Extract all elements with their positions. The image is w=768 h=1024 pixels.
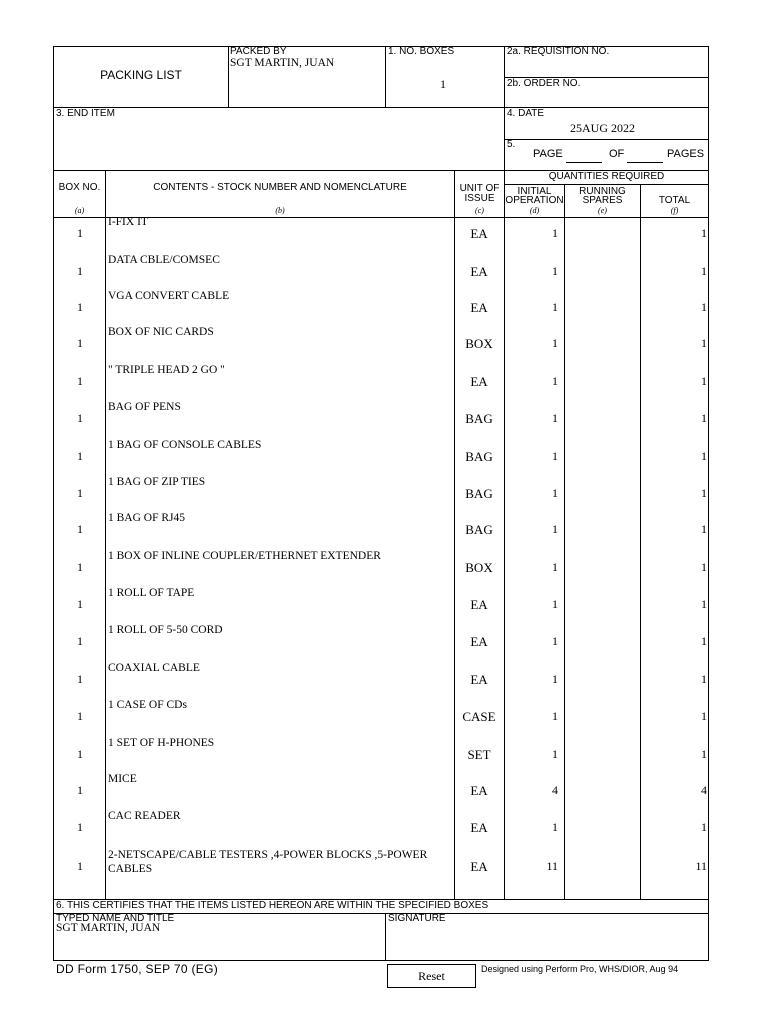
total-cell[interactable]: 1 <box>701 522 707 536</box>
box-no-cell[interactable]: 1 <box>77 820 83 834</box>
col-contents-header: CONTENTS - STOCK NUMBER AND NOMENCLATURE <box>153 182 407 193</box>
initial-cell[interactable]: 1 <box>552 560 558 574</box>
col-initial-sub: (d) <box>529 206 540 215</box>
unit-cell[interactable]: BAG <box>465 411 493 426</box>
signature-field[interactable] <box>387 925 707 959</box>
contents-cell[interactable]: VGA CONVERT CABLE <box>108 290 230 302</box>
pages-word: PAGES <box>667 148 705 160</box>
box-no-cell[interactable]: 1 <box>77 709 83 723</box>
table-row <box>54 256 708 293</box>
contents-cell[interactable]: 1 ROLL OF TAPE <box>108 587 195 599</box>
unit-cell[interactable]: EA <box>470 300 488 315</box>
box-no-cell[interactable]: 1 <box>77 486 83 500</box>
total-cell[interactable]: 1 <box>701 449 707 463</box>
contents-cell[interactable]: 1 ROLL OF 5-50 CORD <box>108 624 223 636</box>
contents-cell[interactable]: 1 SET OF H-PHONES <box>108 737 215 749</box>
col-running-header-line2: SPARES <box>582 195 623 206</box>
total-cell[interactable]: 11 <box>695 859 707 873</box>
typed-name-label: TYPED NAME AND TITLE <box>56 913 175 924</box>
table-row <box>54 851 708 888</box>
unit-cell[interactable]: BAG <box>465 486 493 501</box>
table-row <box>54 292 708 329</box>
contents-cell[interactable]: 1 BOX OF INLINE COUPLER/ETHERNET EXTENDER <box>108 550 381 562</box>
initial-cell[interactable]: 1 <box>552 374 558 388</box>
total-cell[interactable]: 1 <box>701 597 707 611</box>
col-running-sub: (e) <box>598 206 607 215</box>
initial-cell[interactable]: 1 <box>552 449 558 463</box>
initial-cell[interactable]: 4 <box>552 783 558 797</box>
form-title: PACKING LIST <box>100 68 182 82</box>
contents-cell[interactable]: MICE <box>108 773 137 785</box>
unit-cell[interactable]: EA <box>470 672 488 687</box>
initial-cell[interactable]: 1 <box>552 336 558 350</box>
box-no-cell[interactable]: 1 <box>77 859 83 873</box>
order-no-label: 2b. ORDER NO. <box>507 78 581 89</box>
box-no-cell[interactable]: 1 <box>77 597 83 611</box>
quantities-required-header: QUANTITIES REQUIRED <box>548 171 665 182</box>
box-no-cell[interactable]: 1 <box>77 449 83 463</box>
initial-cell[interactable]: 1 <box>552 820 558 834</box>
initial-cell[interactable]: 1 <box>552 226 558 240</box>
col-unit-header-line1: UNIT OF <box>459 183 500 194</box>
page-field[interactable] <box>566 150 602 163</box>
packed-by-label: PACKED BY <box>230 46 287 57</box>
initial-cell[interactable]: 1 <box>552 747 558 761</box>
box-no-cell[interactable]: 1 <box>77 374 83 388</box>
page-word: PAGE <box>533 148 563 160</box>
contents-cell[interactable]: DATA CBLE/COMSEC <box>108 254 220 266</box>
contents-cell[interactable]: CAC READER <box>108 810 181 822</box>
col-contents-sub: (b) <box>275 206 285 215</box>
date-label: 4. DATE <box>507 108 545 119</box>
table-row <box>54 589 708 626</box>
no-boxes-label: 1. NO. BOXES <box>388 46 455 57</box>
initial-cell[interactable]: 1 <box>552 597 558 611</box>
table-row <box>54 552 708 589</box>
table-row <box>54 701 708 738</box>
unit-cell[interactable]: EA <box>470 374 488 389</box>
initial-cell[interactable]: 1 <box>552 264 558 278</box>
box-no-cell[interactable]: 1 <box>77 336 83 350</box>
table-row <box>54 626 708 663</box>
typed-name-field[interactable]: SGT MARTIN, JUAN <box>56 922 161 934</box>
reset-button[interactable]: Reset <box>387 964 476 988</box>
box-no-cell[interactable]: 1 <box>77 300 83 314</box>
unit-cell[interactable]: EA <box>470 264 488 279</box>
box-no-cell[interactable]: 1 <box>77 226 83 240</box>
form-id: DD Form 1750, SEP 70 (EG) <box>56 962 218 976</box>
total-cell[interactable]: 1 <box>701 486 707 500</box>
unit-cell[interactable]: EA <box>470 859 488 874</box>
end-item-field[interactable] <box>54 120 503 169</box>
contents-cell[interactable]: BAG OF PENS <box>108 401 181 413</box>
unit-cell[interactable]: BAG <box>465 522 493 537</box>
box-no-cell[interactable]: 1 <box>77 747 83 761</box>
table-row <box>54 812 708 849</box>
initial-cell[interactable]: 1 <box>552 634 558 648</box>
total-cell[interactable]: 1 <box>701 226 707 240</box>
box-no-cell[interactable]: 1 <box>77 264 83 278</box>
table-row <box>54 514 708 551</box>
table-row <box>54 403 708 440</box>
unit-cell[interactable]: EA <box>470 634 488 649</box>
col-total-sub: (f) <box>670 206 679 215</box>
total-cell[interactable]: 1 <box>701 374 707 388</box>
contents-cell[interactable]: 2-NETSCAPE/CABLE TESTERS ,4-POWER BLOCKS ,5-POWER CABLES <box>108 849 428 875</box>
unit-cell[interactable]: EA <box>470 597 488 612</box>
col-total-header: TOTAL <box>658 195 691 206</box>
packed-by-field[interactable]: SGT MARTIN, JUAN <box>230 57 335 69</box>
contents-cell[interactable]: COAXIAL CABLE <box>108 662 200 674</box>
box-no-cell[interactable]: 1 <box>77 522 83 536</box>
col-initial-header-line1: INITIAL <box>517 186 552 197</box>
table-row <box>54 739 708 776</box>
initial-cell[interactable]: 1 <box>552 300 558 314</box>
table-row <box>54 664 708 701</box>
total-cell[interactable]: 1 <box>701 820 707 834</box>
date-field[interactable]: 25AUG 2022 <box>570 121 635 135</box>
requisition-no-label: 2a. REQUISITION NO. <box>507 46 610 57</box>
unit-cell[interactable]: EA <box>470 820 488 835</box>
order-no-field[interactable] <box>505 89 707 106</box>
total-cell[interactable]: 1 <box>701 300 707 314</box>
total-cell[interactable]: 1 <box>701 560 707 574</box>
col-unit-sub: (c) <box>475 206 484 215</box>
box-no-cell[interactable]: 1 <box>77 634 83 648</box>
contents-cell[interactable]: 1 BAG OF RJ45 <box>108 512 186 524</box>
initial-cell[interactable]: 1 <box>552 522 558 536</box>
table-row <box>54 775 708 812</box>
total-cell[interactable]: 1 <box>701 747 707 761</box>
contents-cell[interactable]: 1 BAG OF CONSOLE CABLES <box>108 439 262 451</box>
unit-cell[interactable]: SET <box>467 747 491 762</box>
contents-cell[interactable]: BOX OF NIC CARDS <box>108 326 214 338</box>
contents-cell[interactable]: 1 CASE OF CDs <box>108 699 187 711</box>
total-cell[interactable]: 1 <box>701 672 707 686</box>
initial-cell[interactable]: 1 <box>552 486 558 500</box>
end-item-label: 3. END ITEM <box>56 108 115 119</box>
unit-cell[interactable]: CASE <box>462 709 496 724</box>
contents-cell[interactable]: " TRIPLE HEAD 2 GO " <box>108 364 225 376</box>
page-number-label: 5. <box>507 139 516 150</box>
signature-label: SIGNATURE <box>388 913 446 924</box>
contents-cell[interactable]: I-FIX IT <box>108 216 148 228</box>
designed-using-text: Designed using Perform Pro, WHS/DIOR, Aug 94 <box>481 964 679 974</box>
no-boxes-field[interactable]: 1 <box>440 77 446 91</box>
unit-cell[interactable]: BOX <box>465 560 493 575</box>
box-no-cell[interactable]: 1 <box>77 672 83 686</box>
unit-cell[interactable]: BAG <box>465 449 493 464</box>
box-no-cell[interactable]: 1 <box>77 411 83 425</box>
initial-cell[interactable]: 11 <box>546 859 558 873</box>
unit-cell[interactable]: BOX <box>465 336 493 351</box>
total-cell[interactable]: 1 <box>701 264 707 278</box>
initial-cell[interactable]: 1 <box>552 411 558 425</box>
total-cell[interactable]: 4 <box>701 783 707 797</box>
total-cell[interactable]: 1 <box>701 634 707 648</box>
unit-cell[interactable]: EA <box>470 783 488 798</box>
box-no-cell[interactable]: 1 <box>77 783 83 797</box>
requisition-no-field[interactable] <box>505 58 707 76</box>
total-cell[interactable]: 1 <box>701 336 707 350</box>
col-box-no-sub: (a) <box>74 206 85 215</box>
total-cell[interactable]: 1 <box>701 709 707 723</box>
certify-text: 6. THIS CERTIFIES THAT THE ITEMS LISTED HEREON ARE WITHIN THE SPECIFIED BOXES <box>56 900 489 911</box>
col-unit-header-line2: ISSUE <box>464 193 495 204</box>
total-cell[interactable]: 1 <box>701 411 707 425</box>
table-row <box>54 328 708 365</box>
of-pages-field[interactable] <box>627 150 663 163</box>
initial-cell[interactable]: 1 <box>552 672 558 686</box>
contents-cell[interactable]: 1 BAG OF ZIP TIES <box>108 476 206 488</box>
table-row <box>54 478 708 515</box>
col-box-no-header: BOX NO. <box>58 182 101 193</box>
col-running-header-line1: RUNNING <box>579 186 626 197</box>
col-initial-header-line2: OPERATION <box>505 195 564 206</box>
table-row <box>54 441 708 478</box>
table-row <box>54 218 708 255</box>
box-no-cell[interactable]: 1 <box>77 560 83 574</box>
initial-cell[interactable]: 1 <box>552 709 558 723</box>
unit-cell[interactable]: EA <box>470 226 488 241</box>
of-word: OF <box>609 148 625 160</box>
table-row <box>54 366 708 403</box>
